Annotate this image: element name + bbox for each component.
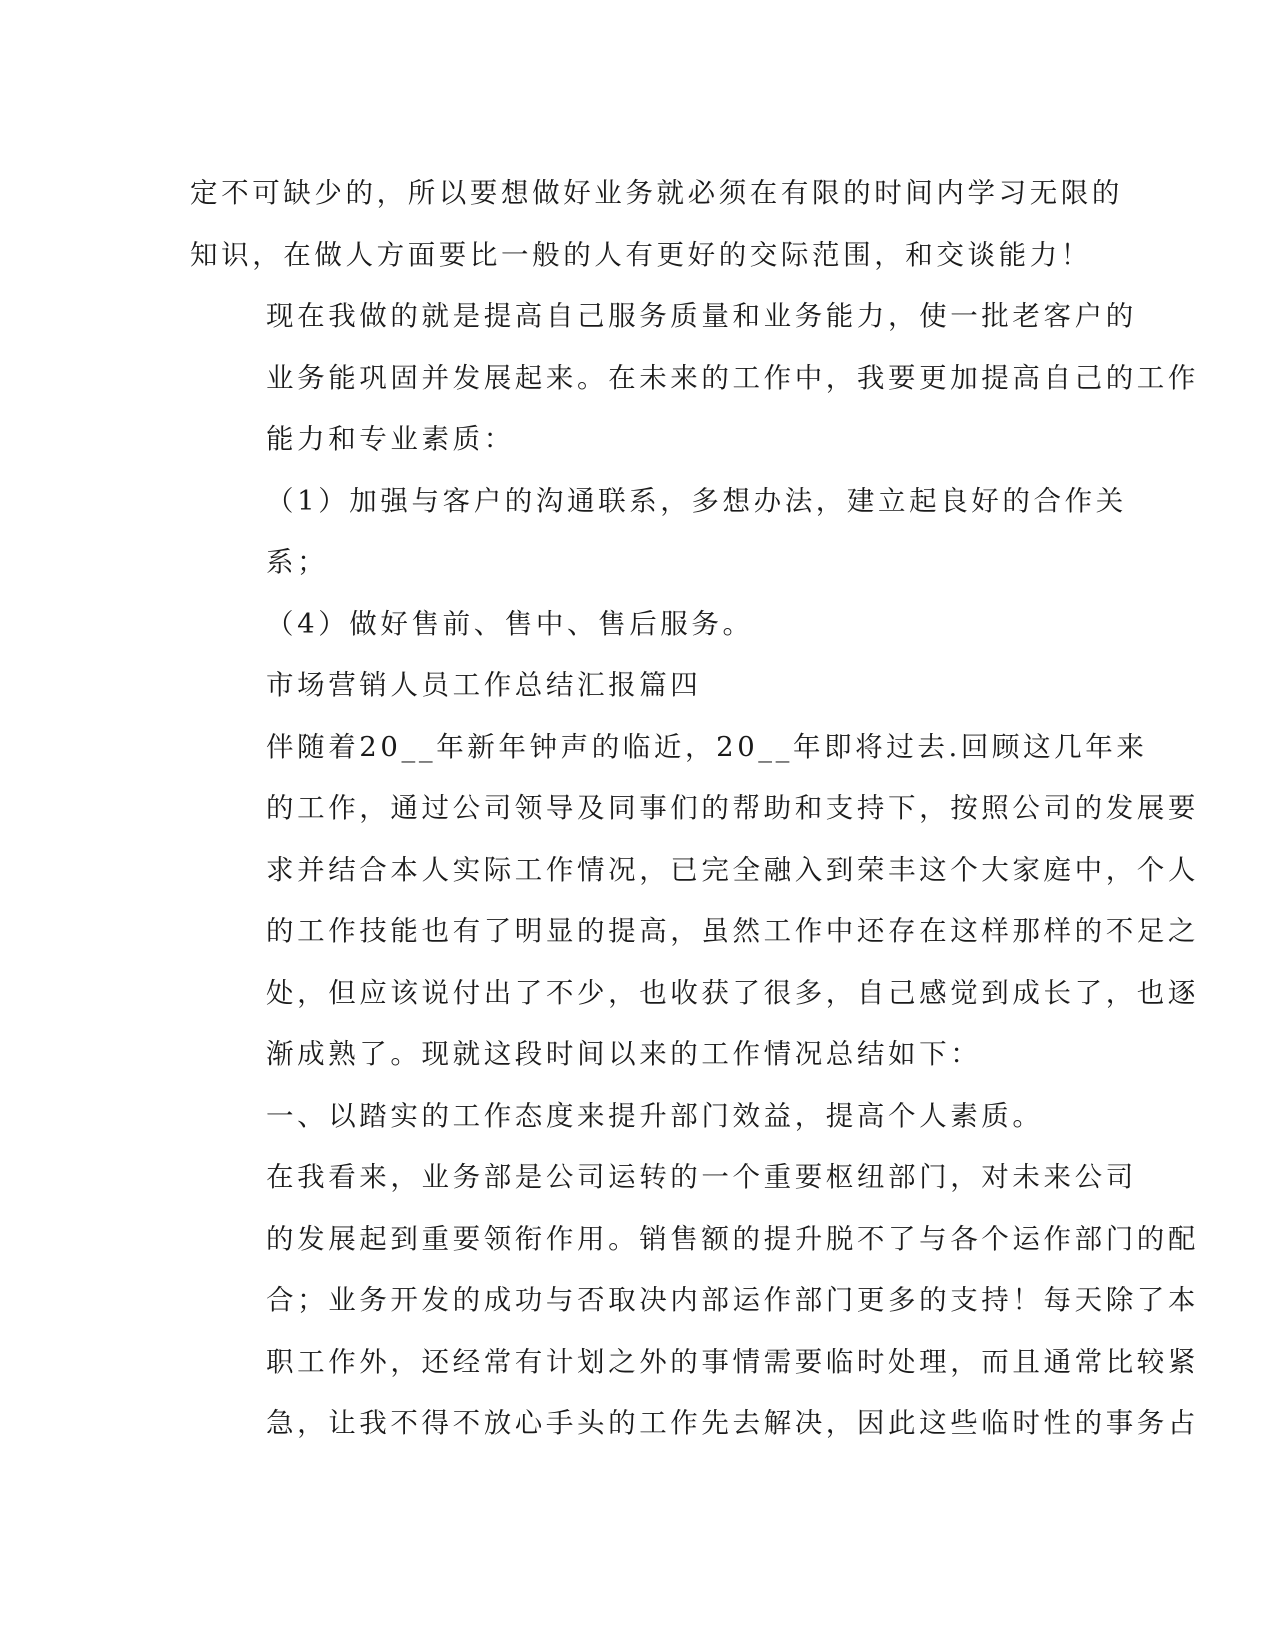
text-line: 合；业务开发的成功与否取决内部运作部门更多的支持！每天除了本: [266, 1284, 1199, 1316]
paragraph: [190, 286, 1199, 471]
paragraph: [190, 717, 1199, 1086]
text-line: 现在我做的就是提高自己服务质量和业务能力，使一批老客户的: [266, 300, 1137, 332]
text-line: 的工作，通过公司领导及同事们的帮助和支持下，按照公司的发展要: [266, 792, 1199, 824]
paragraph: [190, 655, 1080, 717]
text-line: 系；: [266, 546, 329, 578]
text-line: 的工作技能也有了明显的提高，虽然工作中还存在这样那样的不足之: [266, 915, 1199, 947]
paragraph: [190, 471, 1127, 594]
text-line: 渐成熟了。现就这段时间以来的工作情况总结如下：: [266, 1038, 982, 1070]
text-line: 一、以踏实的工作态度来提升部门效益，提高个人素质。: [266, 1099, 1044, 1132]
text-line: 急，让我不得不放心手头的工作先去解决，因此这些临时性的事务占: [266, 1407, 1199, 1439]
text-line: 定不可缺少的，所以要想做好业务就必须在有限的时间内学习无限的: [190, 177, 1123, 209]
text-line: 职工作外，还经常有计划之外的事情需要临时处理，而且通常比较紧: [266, 1345, 1199, 1378]
paragraph: [190, 1147, 1199, 1455]
text-line: 能力和专业素质：: [266, 423, 515, 455]
text-line: （1）加强与客户的沟通联系，多想办法，建立起良好的合作关: [266, 484, 1127, 517]
paragraph: [190, 163, 1123, 286]
text-line: 伴随着20__年新年钟声的临近，20__年即将过去.回顾这几年来: [266, 730, 1148, 763]
text-line: 市场营销人员工作总结汇报篇四: [266, 669, 702, 701]
text-line: 求并结合本人实际工作情况，已完全融入到荣丰这个大家庭中，个人: [266, 853, 1199, 886]
document-body: [190, 163, 1199, 1455]
text-line: 知识，在做人方面要比一般的人有更好的交际范围，和交谈能力！: [190, 238, 1092, 271]
paragraph: [190, 594, 1080, 656]
paragraph: [190, 1086, 1080, 1148]
text-line: （4）做好售前、售中、售后服务。: [266, 607, 754, 640]
text-line: 在我看来，业务部是公司运转的一个重要枢纽部门，对未来公司: [266, 1161, 1137, 1193]
text-line: 业务能巩固并发展起来。在未来的工作中，我要更加提高自己的工作: [266, 361, 1199, 394]
text-line: 的发展起到重要领衔作用。销售额的提升脱不了与各个运作部门的配: [266, 1222, 1199, 1255]
text-line: 处，但应该说付出了不少，也收获了很多，自己感觉到成长了，也逐: [266, 976, 1199, 1009]
